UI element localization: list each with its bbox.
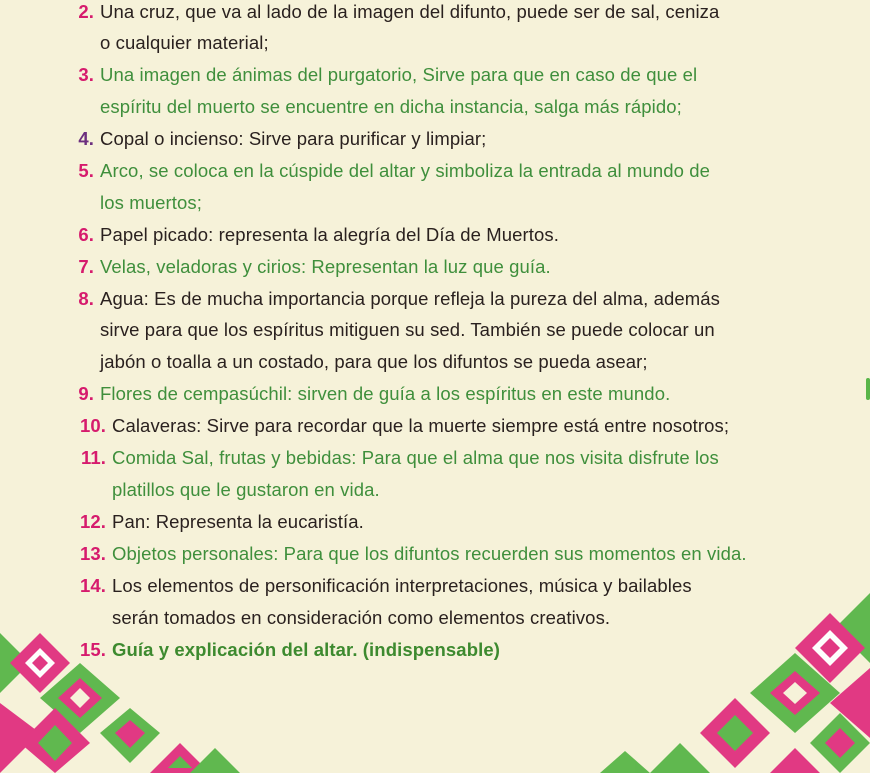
list-item-number: 13. bbox=[79, 543, 106, 564]
list-item-text-line: Copal o incienso: Sirve para purificar y limpiar; bbox=[100, 128, 487, 149]
list-item-text-line: platillos que le gustaron en vida. bbox=[112, 479, 380, 500]
list-item-number: 3. bbox=[78, 64, 94, 85]
list-item-text-line: o cualquier material; bbox=[100, 32, 269, 53]
list-item-number: 12. bbox=[79, 511, 106, 532]
list-item-number: 4. bbox=[78, 128, 94, 149]
list-item-number: 9. bbox=[78, 383, 94, 404]
list-item-text-line: Agua: Es de mucha importancia porque refleja la pureza del alma, además bbox=[100, 288, 721, 309]
list-item-number: 11. bbox=[81, 447, 106, 468]
list-item-number: 2. bbox=[78, 1, 94, 22]
list-item-number: 14. bbox=[79, 575, 106, 596]
list-item-number: 15. bbox=[79, 639, 106, 660]
list-item-text-line: espíritu del muerto se encuentre en dicha instancia, salga más rápido; bbox=[100, 96, 682, 117]
list-item-text-line: Una cruz, que va al lado de la imagen del difunto, puede ser de sal, ceniza bbox=[100, 1, 720, 22]
list-item-text-line: Una imagen de ánimas del purgatorio, Sirve para que en caso de que el bbox=[100, 64, 698, 85]
list-item-text-line: Objetos personales: Para que los difuntos recuerden sus momentos en vida. bbox=[112, 543, 747, 564]
list-item-text-line: serán tomados en consideración como elementos creativos. bbox=[112, 607, 611, 628]
embroidery-pattern-bottom-right bbox=[580, 593, 870, 773]
list-item-text-line: Pan: Representa la eucaristía. bbox=[112, 511, 364, 532]
list-item-text-line: Calaveras: Sirve para recordar que la muerte siempre está entre nosotros; bbox=[112, 415, 730, 436]
list-item-text-line: sirve para que los espíritus mitiguen su sed. También se puede colocar un bbox=[100, 319, 715, 340]
list-item-number: 10. bbox=[79, 415, 106, 436]
list-item-number: 5. bbox=[78, 160, 94, 181]
green-accent-mark bbox=[866, 378, 870, 400]
list-item-text-line: Guía y explicación del altar. (indispensable) bbox=[112, 639, 500, 660]
list-item-text-line: jabón o toalla a un costado, para que los difuntos se pueda asear; bbox=[100, 351, 648, 372]
list-item-text-line: Los elementos de personificación interpretaciones, música y bailables bbox=[112, 575, 692, 596]
list-item-text-line: Flores de cempasúchil: sirven de guía a los espíritus en este mundo. bbox=[100, 383, 671, 404]
list-item-text-line: los muertos; bbox=[100, 192, 202, 213]
list-item-text-line: Velas, veladoras y cirios: Representan la luz que guía. bbox=[100, 256, 551, 277]
list-item-text-line: Papel picado: representa la alegría del Día de Muertos. bbox=[100, 224, 560, 245]
list-item-number: 6. bbox=[78, 224, 94, 245]
list-item-text-line: Arco, se coloca en la cúspide del altar y simboliza la entrada al mundo de bbox=[100, 160, 711, 181]
list-item-text-line: Comida Sal, frutas y bebidas: Para que el alma que nos visita disfrute los bbox=[112, 447, 719, 468]
list-item-number: 8. bbox=[78, 288, 94, 309]
embroidery-shape bbox=[600, 593, 870, 773]
list-item-number: 7. bbox=[78, 256, 94, 277]
